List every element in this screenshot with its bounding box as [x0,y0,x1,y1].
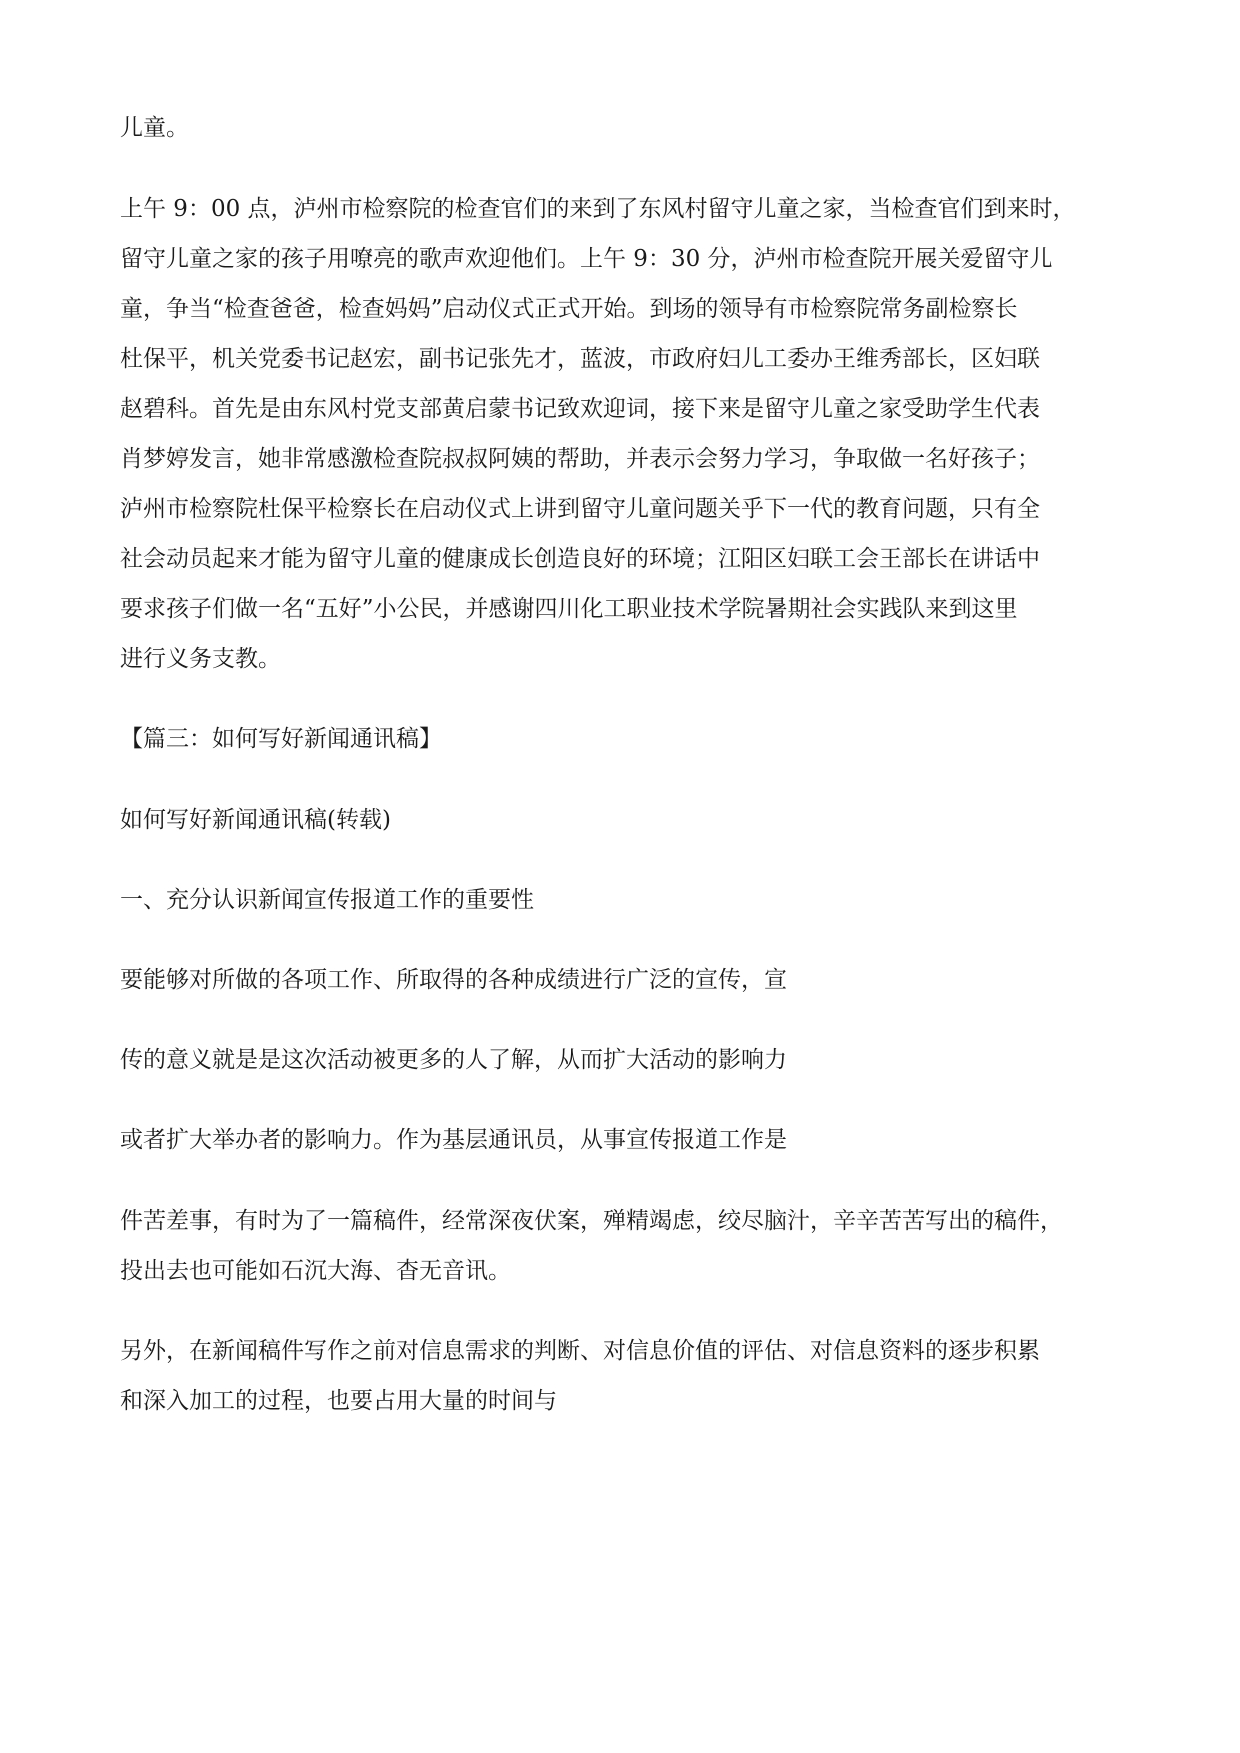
text-line: 童，争当“检查爸爸，检查妈妈”启动仪式正式开始。到场的领导有市检察院常务副检察长 [120,296,1018,322]
text-line: 要求孩子们做一名“五好”小公民，并感谢四川化工职业技术学院暑期社会实践队来到这里 [120,596,1018,622]
text-line: 件苦差事，有时为了一篇稿件，经常深夜伏案，殚精竭虑，绞尽脑汁，辛辛苦苦写出的稿件， [120,1208,1063,1234]
text-line: 肖梦婷发言，她非常感激检查院叔叔阿姨的帮助，并表示会努力学习，争取做一名好孩子； [120,446,1040,472]
text-line: 投出去也可能如石沉大海、杳无音讯。 [120,1258,511,1284]
text-line: 和深入加工的过程，也要占用大量的时间与 [120,1388,557,1414]
text-line: 儿童。 [120,115,189,141]
text-line: 要能够对所做的各项工作、所取得的各种成绩进行广泛的宣传，宣 [120,967,787,993]
text-line: 进行义务支教。 [120,646,281,672]
article-title: 如何写好新闻通讯稿(转载) [120,807,391,833]
text-line: 赵碧科。首先是由东风村党支部黄启蒙书记致欢迎词，接下来是留守儿童之家受助学生代表 [120,396,1040,422]
text-line: 传的意义就是是这次活动被更多的人了解，从而扩大活动的影响力 [120,1047,787,1073]
text-line: 社会动员起来才能为留守儿童的健康成长创造良好的环境；江阳区妇联工会王部长在讲话中 [120,546,1040,572]
text-line: 另外，在新闻稿件写作之前对信息需求的判断、对信息价值的评估、对信息资料的逐步积累 [120,1338,1040,1364]
text-line: 泸州市检察院杜保平检察长在启动仪式上讲到留守儿童问题关乎下一代的教育问题，只有全 [120,496,1040,522]
text-line: 或者扩大举办者的影响力。作为基层通讯员，从事宣传报道工作是 [120,1127,787,1153]
section-heading: 【篇三：如何写好新闻通讯稿】 [120,726,442,752]
text-line: 留守儿童之家的孩子用嘹亮的歌声欢迎他们。上午 9：30 分，泸州市检查院开展关爱留守儿 [120,246,1053,272]
text-line: 上午 9：00 点，泸州市检察院的检查官们的来到了东风村留守儿童之家，当检查官们到来时， [120,196,1076,222]
text-line: 杜保平，机关党委书记赵宏，副书记张先才，蓝波，市政府妇儿工委办王维秀部长，区妇联 [120,346,1040,372]
section-subheading: 一、充分认识新闻宣传报道工作的重要性 [120,887,534,913]
